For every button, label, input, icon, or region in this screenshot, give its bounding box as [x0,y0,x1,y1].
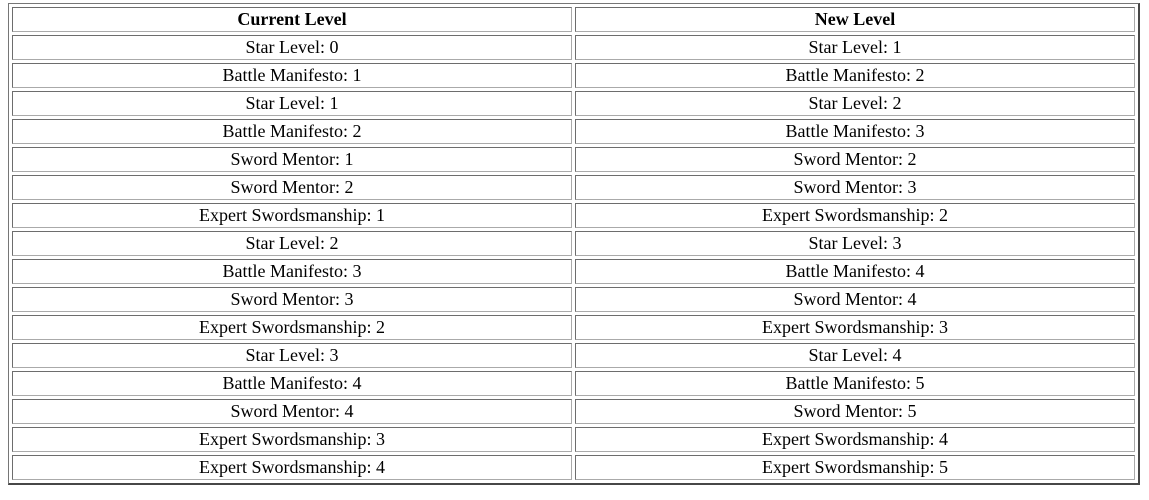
table-row [12,35,1135,60]
table-cell-current: Star Level: 0 [12,35,572,60]
table-cell-new: Sword Mentor: 2 [575,147,1135,172]
table-row [12,371,1135,396]
table-cell-new: Battle Manifesto: 3 [575,119,1135,144]
table-row [12,399,1135,424]
table-cell-current: Battle Manifesto: 1 [12,63,572,88]
table-cell-new: Star Level: 2 [575,91,1135,116]
table-row [12,259,1135,284]
table-cell-current: Battle Manifesto: 4 [12,371,572,396]
table-cell-current: Star Level: 1 [12,91,572,116]
table-row [12,91,1135,116]
table-row [12,203,1135,228]
table-row [12,231,1135,256]
table-cell-new: Expert Swordsmanship: 2 [575,203,1135,228]
table-row [12,147,1135,172]
table-cell-current: Sword Mentor: 4 [12,399,572,424]
header-cell-new-level: New Level [575,7,1135,32]
header-row [12,7,1135,32]
table-row [12,427,1135,452]
table-cell-new: Battle Manifesto: 4 [575,259,1135,284]
table-row [12,175,1135,200]
table-cell-new: Star Level: 1 [575,35,1135,60]
table-cell-new: Sword Mentor: 4 [575,287,1135,312]
table-row [12,343,1135,368]
table-cell-current: Expert Swordsmanship: 1 [12,203,572,228]
table-cell-new: Sword Mentor: 3 [575,175,1135,200]
table-cell-new: Battle Manifesto: 2 [575,63,1135,88]
table-cell-current: Sword Mentor: 1 [12,147,572,172]
table-row [12,119,1135,144]
table-cell-current: Star Level: 2 [12,231,572,256]
table-cell-new: Sword Mentor: 5 [575,399,1135,424]
header-cell-current-level: Current Level [12,7,572,32]
table-cell-new: Expert Swordsmanship: 4 [575,427,1135,452]
table-cell-new: Star Level: 3 [575,231,1135,256]
table-cell-current: Star Level: 3 [12,343,572,368]
table-cell-current: Expert Swordsmanship: 4 [12,455,572,480]
table-cell-new: Expert Swordsmanship: 5 [575,455,1135,480]
table-cell-current: Battle Manifesto: 3 [12,259,572,284]
table-row [12,287,1135,312]
table-row [12,315,1135,340]
table-row [12,63,1135,88]
table-row [12,455,1135,480]
table-cell-current: Sword Mentor: 2 [12,175,572,200]
table-cell-new: Star Level: 4 [575,343,1135,368]
table-cell-current: Battle Manifesto: 2 [12,119,572,144]
levels-table [8,3,1140,485]
table-cell-new: Expert Swordsmanship: 3 [575,315,1135,340]
table-cell-current: Expert Swordsmanship: 2 [12,315,572,340]
table-cell-current: Sword Mentor: 3 [12,287,572,312]
table-cell-new: Battle Manifesto: 5 [575,371,1135,396]
table-cell-current: Expert Swordsmanship: 3 [12,427,572,452]
